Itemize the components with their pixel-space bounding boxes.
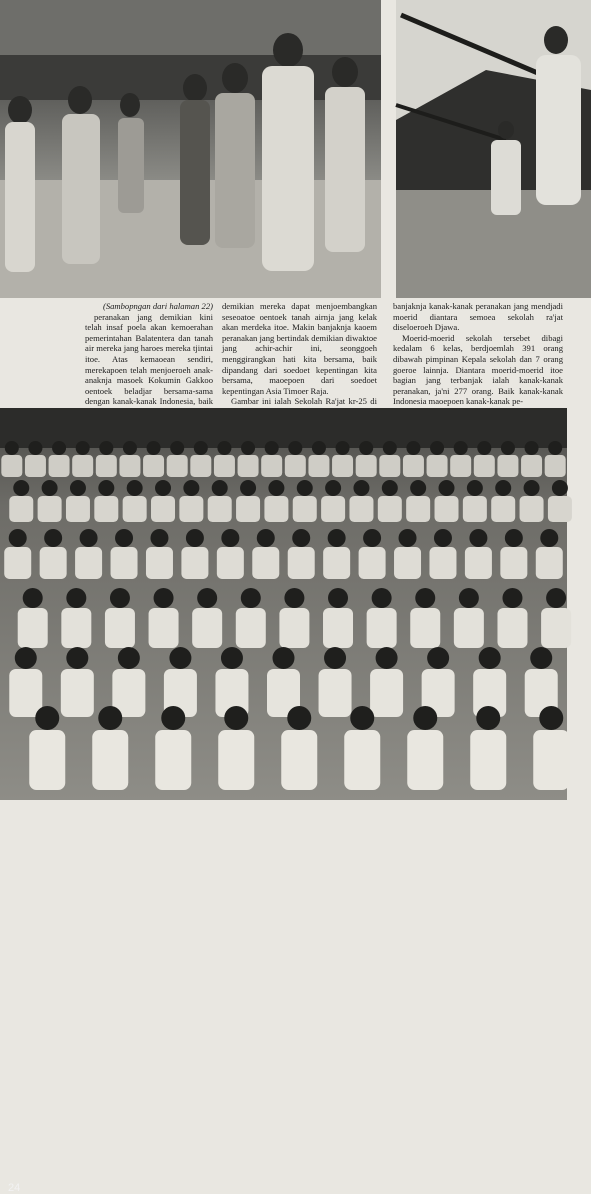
crowd-figure-head: [548, 441, 562, 455]
crowd-figure-body: [72, 455, 93, 477]
crowd-figure-body: [454, 608, 484, 648]
crowd-figure-body: [179, 496, 203, 522]
crowd-figure-head: [15, 647, 37, 669]
crowd-figure-head: [241, 588, 261, 608]
article-paragraph: demikian mereka dapat menjoembangkan seseoatoe oentoek tanah airnja jang kelak akan merdeka itoe. Makin banjaknja kaoem peranakan jang bertindak demikian diwaktoe jang achir-achir ini, seonggoeh menggirangkan hati kita bersama, baik dipandang dari soedoet kepentingan kita bersama, maoepoen dari soedoet kepentingan Asia Timoer Raja.: [222, 301, 377, 396]
crowd-figure-body: [236, 496, 260, 522]
continuation-note: (Sambopngan dari halaman 22): [102, 301, 213, 311]
crowd-figure-head: [552, 480, 568, 496]
crowd-figure-body: [370, 669, 403, 717]
crowd-figure-head: [118, 647, 140, 669]
crowd-figure-head: [217, 441, 231, 455]
crowd-figure-head: [287, 706, 311, 730]
crowd-figure-head: [257, 529, 275, 547]
article-column-1: [85, 301, 213, 405]
crowd-figure-head: [52, 441, 66, 455]
crowd-figure-body: [429, 547, 456, 579]
crowd-figure-body: [500, 547, 527, 579]
crowd-figure-body: [29, 730, 65, 790]
crowd-figure-body: [470, 730, 506, 790]
crowd-figure-body: [92, 730, 128, 790]
crowd-figure-body: [4, 547, 31, 579]
crowd-figure-body: [497, 455, 518, 477]
crowd-figure-body: [214, 455, 235, 477]
crowd-figure-head: [399, 529, 417, 547]
crowd-figure-head: [359, 441, 373, 455]
crowd-figure-head: [70, 480, 86, 496]
photo-girls-exercise: [396, 0, 591, 298]
crowd-figure-body: [536, 547, 563, 579]
crowd-figure-head: [66, 588, 86, 608]
crowd-figure-head: [265, 441, 279, 455]
crowd-figure-head: [495, 480, 511, 496]
crowd-figure-body: [96, 455, 117, 477]
crowd-figure-body: [474, 455, 495, 477]
crowd-figure-body: [407, 730, 443, 790]
crowd-figure-head: [241, 441, 255, 455]
crowd-figure-head: [477, 441, 491, 455]
crowd-figure-body: [281, 730, 317, 790]
crowd-figure-head: [170, 441, 184, 455]
crowd-figure-head: [44, 529, 62, 547]
crowd-figure-body: [367, 608, 397, 648]
photo-girls-group-image: [0, 0, 381, 298]
crowd-figure-body: [403, 455, 424, 477]
crowd-figure-head: [155, 480, 171, 496]
crowd-figure-body: [379, 455, 400, 477]
crowd-figure-body: [264, 496, 288, 522]
crowd-figure-body: [344, 730, 380, 790]
crowd-figure-body: [378, 496, 402, 522]
crowd-figure-head: [123, 441, 137, 455]
crowd-figure-head: [150, 529, 168, 547]
crowd-figure-body: [288, 547, 315, 579]
crowd-figure-body: [208, 496, 232, 522]
crowd-figure-body: [541, 608, 571, 648]
crowd-figure-head: [353, 480, 369, 496]
crowd-figure-body: [545, 455, 566, 477]
crowd-figure-body: [521, 455, 542, 477]
crowd-figure-head: [80, 529, 98, 547]
crowd-figure-head: [292, 529, 310, 547]
crowd-figure-head: [221, 647, 243, 669]
article-column-3: [393, 301, 563, 405]
crowd-figure-body: [143, 455, 164, 477]
crowd-figure-body: [285, 455, 306, 477]
crowd-figure-head: [372, 588, 392, 608]
crowd-figure-head: [427, 647, 449, 669]
crowd-figure-head: [197, 588, 217, 608]
crowd-figure-head: [328, 529, 346, 547]
crowd-figure-head: [459, 588, 479, 608]
crowd-figure-body: [94, 496, 118, 522]
crowd-figure-head: [350, 706, 374, 730]
crowd-figure-body: [279, 608, 309, 648]
crowd-figure-body: [323, 547, 350, 579]
crowd-figure-head: [99, 441, 113, 455]
crowd-figure-head: [35, 706, 59, 730]
article-column-2: [222, 301, 377, 405]
crowd-figure-body: [463, 496, 487, 522]
article-paragraph: peranakan jang demikian kini telah insaf poela akan kemoerahan pemerintahan Balatentera dan tanah air mereka jang haroes mereka tjintai itoe. Atas kemaoean sendiri, merekapoen telah menjoeroeh anak-anaknja masoek Kokumin Gakkoo oentoek beladjar bersama-sama dengan kanak-kanak Indonesia, baik: [85, 311, 213, 407]
crowd-figure-head: [539, 706, 563, 730]
page-number: 24: [8, 1182, 21, 1194]
crowd-figure-body: [192, 608, 222, 648]
crowd-figure-head: [110, 588, 130, 608]
article-paragraph: Gambar ini ialah Sekolah Ra'jat kr-25 di: [231, 396, 377, 407]
crowd-figure-body: [450, 455, 471, 477]
crowd-figure-head: [363, 529, 381, 547]
crowd-figure-body: [181, 547, 208, 579]
crowd-figure-head: [469, 529, 487, 547]
crowd-figure-head: [479, 647, 501, 669]
crowd-figure-body: [308, 455, 329, 477]
crowd-figure-head: [147, 441, 161, 455]
crowd-figure-head: [284, 588, 304, 608]
crowd-figure-body: [321, 496, 345, 522]
crowd-figure-body: [252, 547, 279, 579]
crowd-figure-body: [61, 608, 91, 648]
crowd-figure-body: [394, 547, 421, 579]
crowd-figure-body: [323, 608, 353, 648]
crowd-figure-body: [190, 455, 211, 477]
crowd-figure-head: [5, 441, 19, 455]
crowd-figure-head: [297, 480, 313, 496]
crowd-figure-body: [520, 496, 544, 522]
crowd-figure-body: [359, 547, 386, 579]
crowd-figure-body: [497, 608, 527, 648]
crowd-figure-body: [293, 496, 317, 522]
crowd-figure-body: [491, 496, 515, 522]
crowd-figure-head: [336, 441, 350, 455]
crowd-figure-head: [546, 588, 566, 608]
crowd-figure-body: [155, 730, 191, 790]
crowd-figure-head: [98, 480, 114, 496]
crowd-figure-body: [410, 608, 440, 648]
crowd-figure-head: [410, 480, 426, 496]
crowd-figure-head: [194, 441, 208, 455]
crowd-figure-body: [236, 608, 266, 648]
crowd-figure-head: [288, 441, 302, 455]
crowd-figure-head: [524, 480, 540, 496]
photo-girls-group: [0, 0, 381, 298]
crowd-figure-head: [240, 480, 256, 496]
crowd-figure-body: [38, 496, 62, 522]
crowd-figure-body: [25, 455, 46, 477]
crowd-figure-head: [505, 529, 523, 547]
crowd-figure-head: [439, 480, 455, 496]
crowd-figure-body: [66, 496, 90, 522]
crowd-figure-head: [502, 588, 522, 608]
crowd-figure-body: [75, 547, 102, 579]
crowd-figure-head: [413, 706, 437, 730]
crowd-figure-body: [105, 608, 135, 648]
crowd-figure-body: [167, 455, 188, 477]
crowd-figure-head: [525, 441, 539, 455]
crowd-figure-body: [149, 608, 179, 648]
crowd-figure-body: [111, 547, 138, 579]
crowd-figure-body: [9, 496, 33, 522]
crowd-figure-head: [434, 529, 452, 547]
crowd-figure-head: [268, 480, 284, 496]
photo-girls-exercise-image: [396, 0, 591, 298]
crowd-figure-head: [312, 441, 326, 455]
crowd-figure-head: [501, 441, 515, 455]
crowd-figure-head: [224, 706, 248, 730]
crowd-figure-head: [540, 529, 558, 547]
crowd-figure-head: [382, 480, 398, 496]
crowd-figure-head: [530, 647, 552, 669]
crowd-figure-body: [465, 547, 492, 579]
crowd-figure-body: [435, 496, 459, 522]
crowd-figure-body: [61, 669, 94, 717]
crowd-figure-head: [98, 706, 122, 730]
crowd-figure-head: [383, 441, 397, 455]
crowd-figure-head: [328, 588, 348, 608]
article-paragraph: Moerid-moerid sekolah tersebet dibagi kedalam 6 kelas, berdjoemlah 391 orang dibawah pimpinan Kepala sekolah dan 7 orang goeroe lainnja. Diantara moerid-moerid itoe bagian jang terbanjak ialah kanak-kanak peranakan, ja'ni 277 orang. Baik kanak-kanak Indonesia maoepoen kanak-kanak pe-: [393, 332, 563, 407]
photo-school-group-image: [0, 408, 567, 800]
crowd-figure-body: [40, 547, 67, 579]
crowd-figure-head: [76, 441, 90, 455]
crowd-figure-head: [154, 588, 174, 608]
crowd-figure-head: [186, 529, 204, 547]
crowd-figure-body: [151, 496, 175, 522]
crowd-figure-head: [212, 480, 228, 496]
crowd-figure-body: [9, 669, 42, 717]
crowd-figure-head: [454, 441, 468, 455]
crowd-figure-head: [406, 441, 420, 455]
crowd-figure-body: [349, 496, 373, 522]
crowd-figure-body: [548, 496, 572, 522]
crowd-figure-head: [430, 441, 444, 455]
crowd-figure-head: [325, 480, 341, 496]
crowd-figure-body: [146, 547, 173, 579]
crowd-figure-head: [273, 647, 295, 669]
crowd-figure-body: [427, 455, 448, 477]
crowd-figure-head: [13, 480, 29, 496]
crowd-figure-body: [238, 455, 259, 477]
crowd-figure-head: [66, 647, 88, 669]
crowd-figure-head: [183, 480, 199, 496]
crowd-figure-body: [49, 455, 70, 477]
crowd-figure-body: [18, 608, 48, 648]
crowd-figure-head: [376, 647, 398, 669]
crowd-figure-head: [127, 480, 143, 496]
crowd-figure-head: [476, 706, 500, 730]
crowd-figure-head: [415, 588, 435, 608]
crowd-figure-body: [1, 455, 22, 477]
crowd-figure-head: [467, 480, 483, 496]
crowd-figure-head: [23, 588, 43, 608]
crowd-figure-head: [169, 647, 191, 669]
crowd-figure-body: [217, 547, 244, 579]
crowd-figure-body: [119, 455, 140, 477]
crowd-figure-body: [356, 455, 377, 477]
article-paragraph: banjaknja kanak-kanak peranakan jang mendjadi moerid diantara semoea sekolah ra'jat diseloeroeh Djawa.: [393, 301, 563, 333]
crowd-figure-head: [161, 706, 185, 730]
crowd-figure-body: [218, 730, 254, 790]
crowd-figure-body: [261, 455, 282, 477]
crowd-figure-body: [123, 496, 147, 522]
crowd-figure-head: [324, 647, 346, 669]
crowd-figure-head: [221, 529, 239, 547]
crowd-figure-body: [332, 455, 353, 477]
photo-school-group: [0, 408, 567, 1194]
crowd-figure-head: [9, 529, 27, 547]
crowd-figure-head: [115, 529, 133, 547]
crowd-figure-body: [406, 496, 430, 522]
crowd-figure-body: [319, 669, 352, 717]
crowd-figure-head: [42, 480, 58, 496]
crowd-figure-head: [28, 441, 42, 455]
crowd-figure-body: [533, 730, 569, 790]
